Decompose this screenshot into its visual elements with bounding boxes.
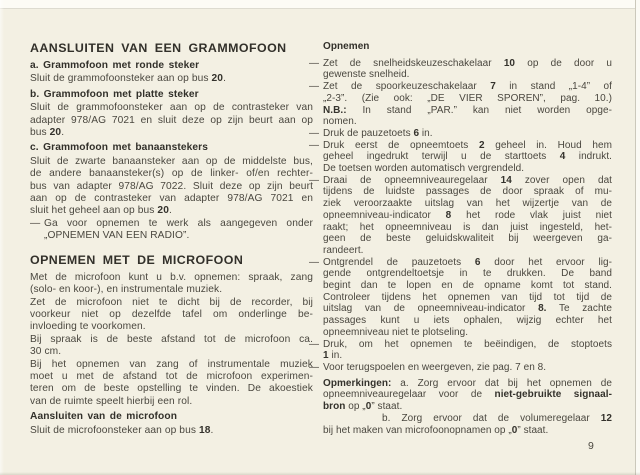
section-title: AANSLUITEN VAN EEN GRAMMOFOON (30, 41, 287, 55)
subsection-title: c. Grammofoon met banaanstekers (30, 142, 209, 154)
paragraph (30, 334, 313, 359)
subsection-title: b. Grammofoon met platte steker (30, 88, 199, 100)
text-line: uitslag van de opneemniveau-indicator 8. Te zachte (323, 303, 612, 315)
text-line: opneemniveauregelaar voor de niet-gebruikte signaal- (323, 389, 612, 401)
text-line: b. Zorg ervoor dat de volumeregelaar 12 (382, 412, 612, 424)
text-line: tijdens de luidste passages de door spraak of mu- (323, 186, 612, 198)
text-line: ziek veroorzaakte uitslag van het wijzertje van de (323, 198, 612, 210)
text-line: randeert. (323, 244, 364, 256)
paragraph (30, 73, 313, 85)
text-line: gende ontgrendeltoetsje in te drukken. De band (323, 268, 612, 280)
text-line: Controleer tijdens het opnemen van tijd tot tijd de (323, 291, 612, 303)
dash-bullet: — (309, 174, 320, 186)
text-line: „2-3”. (Zie ook: „DE VIER SPOREN”, pag. 10.) (323, 92, 612, 104)
text-line: geheel ingedrukt terwijl u de starttoets 4 indrukt. (323, 151, 612, 163)
text-line: 30 cm. (30, 346, 62, 358)
text-line: N.B.: In stand „PAR.” kan niet worden opge- (323, 104, 612, 116)
dash-bullet: — (309, 361, 320, 373)
scan-left-edge (0, 0, 4, 475)
text-line: begint dan te lopen en de opname komt tot stand. (323, 280, 612, 292)
text-line: bron op „0” staat. (323, 401, 403, 413)
list-item (309, 256, 612, 339)
text-line: Sluit de grammofoonsteker aan op de contrasteker van (30, 102, 313, 114)
text-line: Draai de opneemniveauregelaar 14 zover open dat (323, 174, 613, 186)
text-line: De toetsen worden automatisch vergrendeld. (323, 163, 525, 175)
text-line: de andere banaansteker(s) op de linker- of/en rechter- (30, 168, 313, 180)
dash-bullet: — (309, 81, 320, 93)
text-line: passages kunt u iets ophalen, wijzig echter het (323, 315, 612, 327)
text-line: Sluit de grammofoonsteker aan op bus 20. (30, 73, 227, 85)
subsection-title: Opnemen (323, 41, 370, 52)
text-line: voorkeur niet op dezelfde tafel om onderlinge be- (30, 308, 313, 320)
text-line: Druk de pauzetoets 6 in. (323, 127, 433, 139)
text-line: Ontgrendel de pauzetoets 6 door het ervoor lig- (323, 256, 612, 268)
text-line: 1 in. (323, 350, 343, 362)
paragraph (323, 378, 612, 413)
dash-bullet: — (309, 127, 320, 139)
text-line: Bij het opnemen van zang of instrumentale muziek (30, 358, 313, 370)
right-column (309, 41, 613, 437)
paragraph (30, 425, 313, 437)
section-title: OPNEMEN MET DE MICROFOON (30, 252, 244, 267)
text-line: sluit het geheel aan op bus 20. (30, 205, 172, 217)
text-line: Voor terugspoelen en weergeven, zie pag. 7 en 8. (323, 361, 547, 373)
paragraph (30, 297, 313, 334)
scan-top-edge (0, 0, 640, 9)
scan-right-edge (635, 0, 640, 475)
text-line: gewenste snelheid. (323, 69, 410, 81)
text-line: (solo- en koor-), en instrumentale muziek. (30, 284, 223, 296)
list-item (309, 127, 612, 140)
text-line: bij het maken van microfoonopnamen op „0” staat. (323, 424, 549, 436)
paragraph (30, 102, 313, 139)
text-line: raakt; het opneemniveau is dan juist ingesteld, het- (323, 221, 612, 233)
subsection-title: Aansluiten van de microfoon (30, 411, 178, 423)
page-body (30, 41, 612, 437)
text-line: bus van adapter 978/AG 7022. Sluit deze op zijn beurt (30, 180, 313, 192)
text-line: Opmerkingen: a. Zorg ervoor dat bij het opnemen de (323, 377, 612, 389)
list-item (309, 139, 612, 175)
dash-bullet: — (309, 256, 320, 268)
paragraph (30, 156, 313, 218)
text-line: „OPNEMEN VAN EEN RADIO”. (44, 230, 190, 242)
left-column (30, 41, 313, 437)
text-line: Druk eerst de opneemtoets 2 geheel in. Houd hem (323, 139, 612, 151)
text-line: opneemniveau niet te plotseling. (323, 326, 469, 338)
page-number: 9 (588, 440, 594, 452)
paragraph (323, 413, 612, 436)
text-line: Druk, om het opnemen te beëindigen, de stoptoets (323, 338, 612, 350)
text-line: van de ruimte speelt hierbij een rol. (30, 395, 193, 407)
text-line: teren om de beste opstelling te vinden. De akoestiek (30, 383, 313, 395)
dash-bullet: — (309, 338, 320, 350)
text-line: Zet de snelheidskeuzeschakelaar 10 op de door u (323, 57, 612, 69)
text-line: invloeding te voorkomen. (30, 321, 146, 333)
text-line: geen de beste geluidskwaliteit bij weergeven ga- (323, 233, 612, 245)
text-line: Met de microfoon kunt u b.v. opnemen: spraak, zang (30, 271, 313, 283)
text-line: Ga voor opnemen te werk als aangegeven onder (44, 217, 313, 229)
text-line: Zet de microfoon niet te dicht bij de recorder, bij (30, 296, 313, 308)
text-line: adapter 978/AG 7021 en sluit deze op zijn beurt aan op (30, 114, 313, 126)
list-item (309, 361, 612, 374)
list-item (309, 174, 613, 257)
text-line: bus 20. (30, 127, 65, 139)
subsection-title: a. Grammofoon met ronde steker (30, 60, 200, 71)
text-line: moet u met de afstand tot de microfoon experimen- (30, 370, 313, 382)
list-item (309, 338, 612, 362)
list-item (30, 218, 313, 243)
list-item (309, 57, 612, 81)
paragraph (30, 272, 313, 297)
list-item (309, 81, 612, 128)
text-line: Sluit de microfoonsteker aan op bus 18. (30, 424, 214, 436)
text-line: Zet de spoorkeuzeschakelaar 7 in stand „1-4” of (323, 81, 612, 93)
text-line: opneemniveau-indicator 8 het rode vlak juist niet (323, 209, 612, 221)
paragraph (30, 359, 313, 409)
dash-bullet: — (309, 57, 320, 69)
text-line: nomen. (323, 116, 357, 128)
text-line: Bij spraak is de beste afstand tot de microfoon ca. (30, 333, 313, 345)
dash-bullet: — (309, 139, 320, 151)
text-line: Sluit de zwarte banaansteker aan op de middelste bus, (30, 155, 313, 167)
dash-bullet: — (30, 217, 41, 229)
text-line: aan op de contrasteker van adapter 978/AG 7021 en (30, 193, 313, 205)
